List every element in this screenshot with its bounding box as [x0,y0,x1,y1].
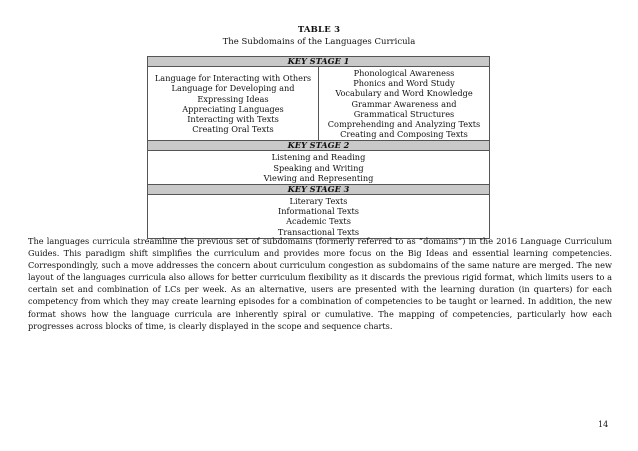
ks1-right-item: Grammar Awareness and [351,98,457,109]
key-stage-1-body-row [148,67,490,141]
key-stage-1-right-cell [319,67,490,141]
ks3-item: Informational Texts [277,206,360,217]
key-stage-2-body-row [148,151,490,185]
ks1-right-item: Phonological Awareness [353,68,455,78]
key-stage-1-left-cell [148,67,319,141]
ks3-item: Academic Texts [286,216,351,227]
subdomains-table [147,56,490,239]
ks1-right-item: Comprehending and Analyzing Texts [327,119,481,130]
ks1-left-item: Interacting with Texts [187,113,279,124]
key-stage-2-header: KEY STAGE 2 [148,141,490,151]
ks1-left-item: Language for Interacting with Others [154,73,312,84]
key-stage-3-cell [148,195,490,239]
key-stage-3-body-row [148,195,490,239]
ks1-left-item: Appreciating Languages [182,103,284,114]
key-stage-3-header: KEY STAGE 3 [148,185,490,195]
ks3-item: Literary Texts [289,196,348,207]
key-stage-1-header-row [148,57,490,67]
key-stage-2-cell [148,151,490,185]
ks1-left-item: Creating Oral Texts [192,124,274,135]
key-stage-1-header: KEY STAGE 1 [148,57,490,67]
ks2-item: Viewing and Representing [263,172,374,183]
body-paragraph: The languages curricula streamline the previous set of subdomains (formerly referred to as “domains”) in the 2016 Language Curriculum Guides. This paradigm shift simplifies the curriculum and provides more focus on the Big Ideas and essential learning competencies. Correspondingly, such a move addresses the concern about curriculum congestion as subdomains of the same nature are merged. The new layout of the languages curricula also allows for better curriculum flexibility as it discards the previous rigid format, which limits users to a certain set and combination of LCs per week. As an alternative, users are presented with the learning duration (in quarters) for each competency from which they may create learning episodes for a combination of competencies to be taught or learned. In addition, the new format shows how the language curricula are inherently spiral or cumulative. The mapping of competencies, particularly how each progresses across blocks of time, is clearly displayed in the scope and sequence charts. [28,236,612,331]
ks1-right-item: Phonics and Word Study [353,78,455,89]
key-stage-2-header-row [148,141,490,151]
ks1-left-item: Expressing Ideas [197,93,269,104]
ks1-right-item: Grammatical Structures [353,108,455,119]
ks3-item: Transactional Texts [277,226,360,237]
ks1-right-item: Vocabulary and Word Knowledge [335,88,473,99]
page-number: 14 [598,420,609,429]
ks1-left-item: Language for Developing and [171,83,295,94]
ks2-item: Speaking and Writing [273,162,364,173]
table-subtitle: The Subdomains of the Languages Curricula [222,37,416,47]
ks2-item: Listening and Reading [271,152,366,163]
key-stage-3-header-row [148,185,490,195]
table-title: TABLE 3 [297,25,341,35]
ks1-right-item: Creating and Composing Texts [340,129,468,140]
